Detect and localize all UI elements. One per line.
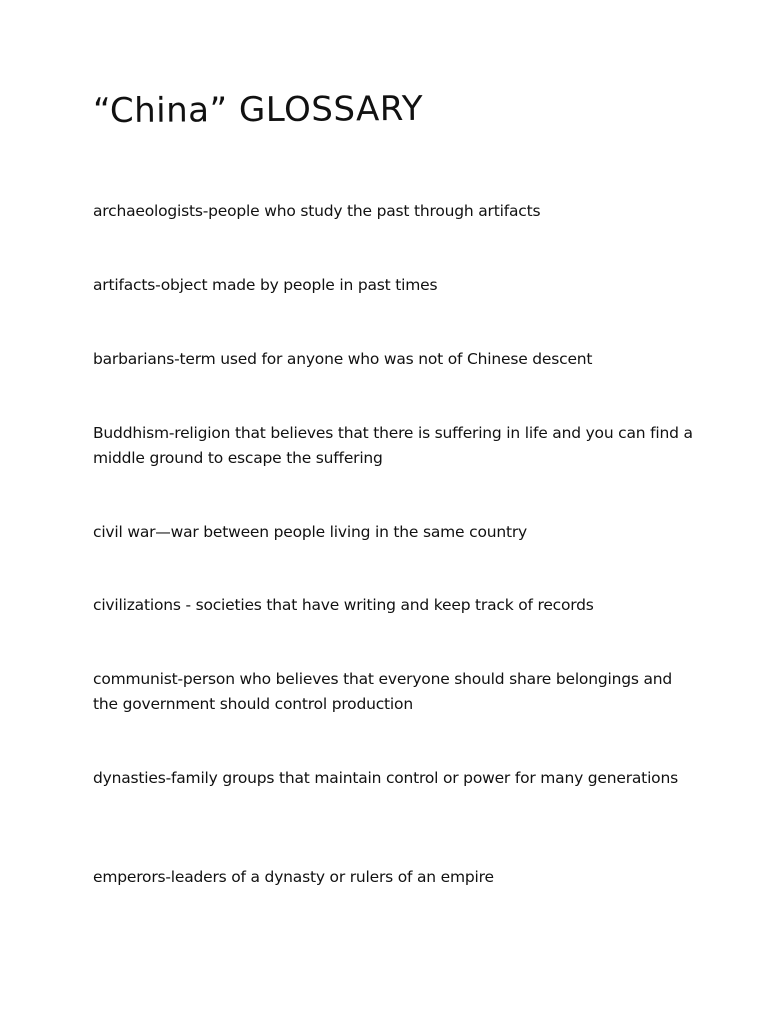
glossary-entry-civil-war: civil war—war between people living in the same country [93,523,527,541]
glossary-entry-buddhism: Buddhism-religion that believes that there is suffering in life and you can find a middle ground to escape the suffering [93,424,693,467]
glossary-entry-archaeologists: archaeologists-people who study the past through artifacts [93,202,541,220]
glossary-entry-dynasties: dynasties-family groups that maintain control or power for many generations [93,769,678,787]
glossary-entry-barbarians: barbarians-term used for anyone who was not of Chinese descent [93,350,593,368]
glossary-entry-emperors: emperors-leaders of a dynasty or rulers of an empire [93,868,494,886]
page-title: “China” GLOSSARY [92,88,424,132]
glossary-entry-artifacts: artifacts-object made by people in past times [93,276,438,294]
glossary-entry-civilizations: civilizations - societies that have writing and keep track of records [93,596,594,614]
glossary-entry-communist: communist-person who believes that everyone should share belongings and the government should control production [93,670,673,713]
